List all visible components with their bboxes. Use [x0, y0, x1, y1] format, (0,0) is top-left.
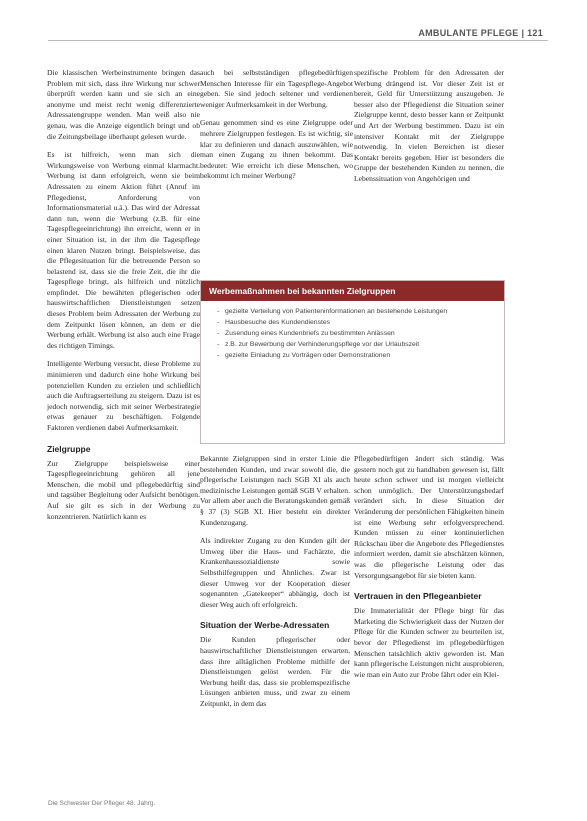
page-number: 121 [527, 28, 543, 38]
info-box [200, 280, 505, 444]
info-box-title: Werbemaßnahmen bei bekannten Zielgruppen [201, 281, 504, 301]
paragraph: Genau genommen sind es eine Zielgruppe oder mehrere Zielgruppen festlegen. Es ist wichtig, sie klar zu definieren und danach auszuwählen, wie man einen Zugang zu ihnen bekommt. Das bedeutet: Wie erreicht ich diese Menschen, wo bekommt ich meiner Werbung? [200, 118, 353, 181]
paragraph: Es ist hilfreich, wenn man sich die Wirkungsweise von Werbung einmal klarmacht. Werbung ist dann erfolgreich, wenn sie beim Adressaten zu einem Aktion führt (Anruf im Pflegedienst, Anforderung von Informationsmaterial u.ä.). Das wird der Adressat dann tun, wenn die Werbung (z.B. für eine Tagespflegeeinrichtung) ihn erreicht, wenn er in einer Situation ist, in der ihm die Tagespflege einen klaren Nutzen bringt. Beispielsweise, das die Pflegesituation für die betreuende Person so belastend ist, dass sie die freie Zeit, die ihr die Tagespflege bringt, als hilfreich und nützlich empfindet. Die bewährten pflegerischen oder hauswirtschaftlichen Dienstleistungen setzen dieses Problem beim Adressaten der Werbung zu dem Zeitpunkt lösen können, an dem er die Werbung erhält. Werbung ist also auch eine Frage des richtigen Timings. [47, 150, 200, 350]
section-title: AMBULANTE PFLEGE [418, 28, 519, 38]
heading-zielgruppe: Zielgruppe [47, 443, 91, 454]
paragraph: Zur Zielgruppe beispielsweise einer Tagespflegeeinrichtung gehören all jene Menschen, die mobil und pflegebedürftig sind und tagsüber Begleitung oder Aufsicht benötigen. Auf sie gilt es sich in der Werbung zu konzentrieren. Natürlich kann es [47, 458, 200, 521]
paragraph: Die klassischen Werbeinstrumente bringen das Problem mit sich, dass ihre Wirkung nur schwer überprüft werden kann und sie sich an eine anonyme und meist recht wenig differenzierte Adressatengruppe wenden. Man weiß also nie genau, was die Anzeige eigentlich bringt und ob die Zeitungsbeilage überhaupt gelesen wurde. [47, 68, 200, 141]
header-separator: | [521, 28, 525, 38]
footer: Die Schwester Der Pfleger 48. Jahrg. [48, 800, 156, 807]
column-middle-bottom [200, 454, 350, 717]
column-middle-top [200, 68, 353, 190]
heading-vertrauen: Vertrauen in den Pflegeanbieter [354, 591, 482, 602]
paragraph: Bekannte Zielgruppen sind in erster Linie die bestehenden Kunden, und zwar sowohl die, die pflegerische Leistungen nach SGB XI als auch medizinische Leistungen gemäß SGB V erhalten. Vor allem aber auch die Beratungskunden gemäß § 37 (3) SGB XI. Hier besteht ein direkter Kundenzugang. [200, 454, 350, 527]
column-left [47, 68, 200, 530]
list-item: - gezielte Einladung zu Vorträgen oder Demonstrationen [217, 351, 494, 361]
column-right-top [354, 68, 504, 193]
column-right-bottom [354, 454, 504, 688]
heading-werbe-adressaten: Situation der Werbe-Adressaten [200, 620, 330, 631]
paragraph: Die Immaterialität der Pflege birgt für das Marketing die Schwierigkeit dass der Nutzen der Pflege für die Kunden schwer zu beurteilen ist, bevor der Pflegedienst im pflegebedürftigen Menschen tatsächlich aktiv geworden ist. Man kann pflegerische Leistungen nicht ausprobieren, wie man ein Auto zur Probe fährt oder ein Klei- [354, 606, 504, 679]
paragraph: Intelligente Werbung versucht, diese Probleme zu minimieren und dadurch eine hohe Wirkung bei potenziellen Kunden zu erzielen und schließlich auch die Auftragserteilung zu steigern. Dazu ist es jedoch notwendig, sich mit seiner Werbestrategie etwas genauer zu beschäftigen. Folgende Faktoren verdienen dabei Aufmerksamkeit. [47, 359, 200, 432]
paragraph: auch bei selbstständigen pflegebedürftigen Menschen Interesse für ein Tagespflege-Angebot geben. Sie sind jedoch seltener und verdienen weniger Aufmerksamkeit in der Werbung. [200, 68, 353, 109]
info-box-list [201, 307, 504, 361]
header-rule [48, 40, 548, 41]
paragraph: Die Kunden pflegerischer oder hauswirtschaftlicher Dienstleistungen erwarten, dass ihre alltäglichen Probleme mithilfe der Dienstleistungen gelöst werden. Für die Werbung heißt das, dass sie problemspezifische Lösungen anbieten muss, und zwar zu einem Zeitpunkt, in dem das [200, 635, 350, 708]
paragraph: Als indirekter Zugang zu den Kunden gilt der Umweg über die Haus- und Fachärzte, die Krankenhaussozialdienste sowie Selbsthilfegruppen und Ähnliches. Zwar ist dieser Umweg vor der Kooperation dieser sogenannten „Gatekeeper“ abhängig, doch ist dieser Weg auch oft erfolgreich. [200, 536, 350, 609]
list-item: - gezielte Verteilung von Patienteninformationen an bestehende Leistungen [217, 307, 494, 317]
paragraph: Pflegebedürftigen ändert sich ständig. Was gestern noch gut zu handhaben gewesen ist, fällt heute schon schwer und ist morgen vielleicht schon unmöglich. Der Unterstützungsbedarf verändert sich. In diese Situation der Veränderung der persönlichen Fähigkeiten hinein ist eine Werbung sehr erfolgversprechend. Kunden müssen zu einer kontinuierlichen Rückschau über die Angebote des Pflegedienstes informiert werden, damit sie abschätzen können, was die pflegerische Leistung oder das Versorgungsangebot für sie bieten kann. [354, 454, 504, 580]
list-item: - Zusendung eines Kundenbriefs zu bestimmten Anlässen [217, 329, 494, 339]
list-item: - Hausbesuche des Kundendienstes [217, 318, 494, 328]
running-header [418, 28, 543, 38]
paragraph: spezifische Problem für den Adressaten der Werbung drängend ist. Vor dieser Zeit ist er bereit, Geld für Unterstützung auszugeben. Je besser also der Pflegedienst die Situation seiner Zielgruppe kennt, desto besser kann er Zeitpunkt und Art der Werbung bestimmen. Dazu ist ein intensiver Kontakt mit der Zielgruppe notwendig. In vielen Bereichen ist dieser Kontakt bereits gegeben. Hier ist besonders die Gruppe der bestehenden Kunden zu nennen, die Lebenssituation von Angehörigen und [354, 68, 504, 183]
list-item: - z.B. zur Bewerbung der Verhinderungspflege vor der Urlaubszeit [217, 340, 494, 350]
